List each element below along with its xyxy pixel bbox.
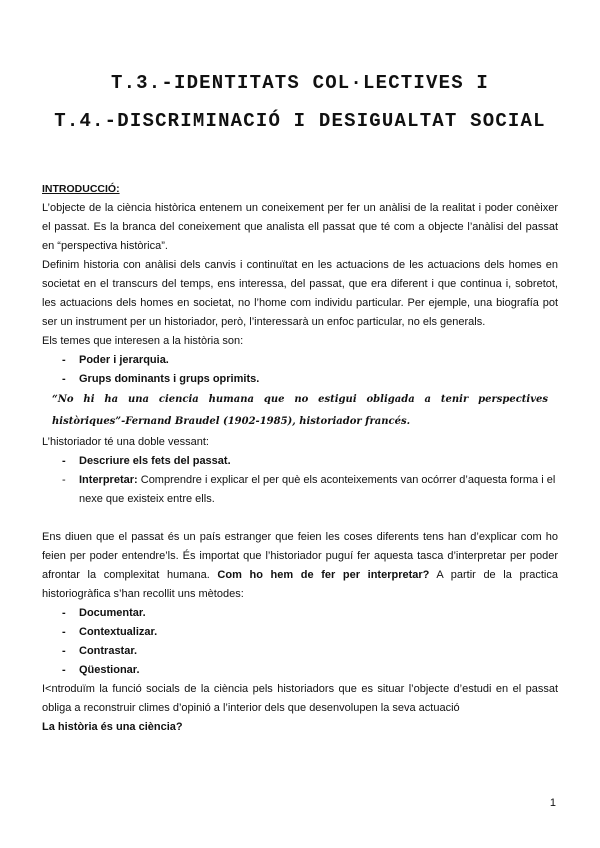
list-item: - Grups dominants i grups oprimits. bbox=[42, 370, 558, 389]
methods-list bbox=[42, 604, 558, 680]
method-text-a: Ens diuen que el passat és un país estranger que feien les coses diferents tens han d’explicar com ho feien per poder entendre’ls. És importat que l’historiador puguí fer aquesta tasca d’interpretar per poder afrontar la complexitat humana. bbox=[42, 531, 558, 581]
list-item: - Documentar. bbox=[42, 604, 558, 623]
vessant-list bbox=[42, 452, 558, 509]
list-item bbox=[42, 471, 558, 509]
method-text-b: A partir de la practica historiogràfica s’han recollit uns mètodes: bbox=[42, 569, 558, 600]
document-body bbox=[42, 180, 558, 737]
vessant-intro: L’historiador té una doble vessant: bbox=[42, 436, 209, 448]
title-line-1: T.3.-IDENTITATS COL·LECTIVES I bbox=[110, 72, 490, 94]
list-item: - Contextualizar. bbox=[42, 623, 558, 642]
method-paragraph bbox=[42, 528, 558, 604]
intro-heading: INTRODUCCIÓ: bbox=[42, 183, 120, 195]
list-item: - Contrastar. bbox=[42, 642, 558, 661]
intro-paragraph-1: L’objecte de la ciència històrica entenem un coneixement per fer un anàlisi de la realitat i poder conèixer el passat. Es la branca del coneixement que analista ell passat que té com a objecte l’anàlisi del passat en “perspectiva històrica”. bbox=[42, 202, 558, 252]
method-question: Com ho hem de fer per interpretar? bbox=[217, 569, 430, 581]
list-item: - Descriure els fets del passat. bbox=[42, 452, 558, 471]
closing-paragraph: I<ntroduïm la funció socials de la ciència pels historiadors que es situar l’objecte d’estudi en el passat obliga a reconstruir climes d’opinió a l’interior dels que desenvolupen la seva actuació bbox=[42, 683, 558, 714]
list-item: - Poder i jerarquia. bbox=[42, 351, 558, 370]
themes-list bbox=[42, 351, 558, 389]
intro-paragraph-2: Definim historia con anàlisi dels canvis i continuïtat en les actuacions de les actuacions dels homes en societat en el transcurs del temps, ens interessa, del passat, que era diferent i que continua i, sobretot, les actuacions dels homes en societat, no l’home com individu particular. Per ejemple, una biografía pot ser un instrument per un historiador, però, l’interessarà un enfoc particular, no els generals. bbox=[42, 259, 558, 328]
braudel-quote: “No hi ha una ciencia humana que no estigui obligada a tenir perspectives històriques”-Fernand Braudel (1902-1985), historiador francés. bbox=[52, 394, 548, 427]
intro-paragraph-3: Els temes que interesen a la història son: bbox=[42, 335, 244, 347]
page-number: 1 bbox=[549, 797, 556, 809]
closing-question: La història és una ciència? bbox=[42, 721, 183, 733]
interpretar-label: Interpretar: bbox=[79, 474, 138, 486]
list-item: - Qüestionar. bbox=[42, 661, 558, 680]
title-line-2: T.4.-DISCRIMINACIÓ I DESIGUALTAT SOCIAL bbox=[54, 110, 546, 132]
interpretar-text: Comprendre i explicar el per què els aconteixements van ocórrer d’aquesta forma i el nexe que existeix entre ells. bbox=[79, 474, 556, 505]
